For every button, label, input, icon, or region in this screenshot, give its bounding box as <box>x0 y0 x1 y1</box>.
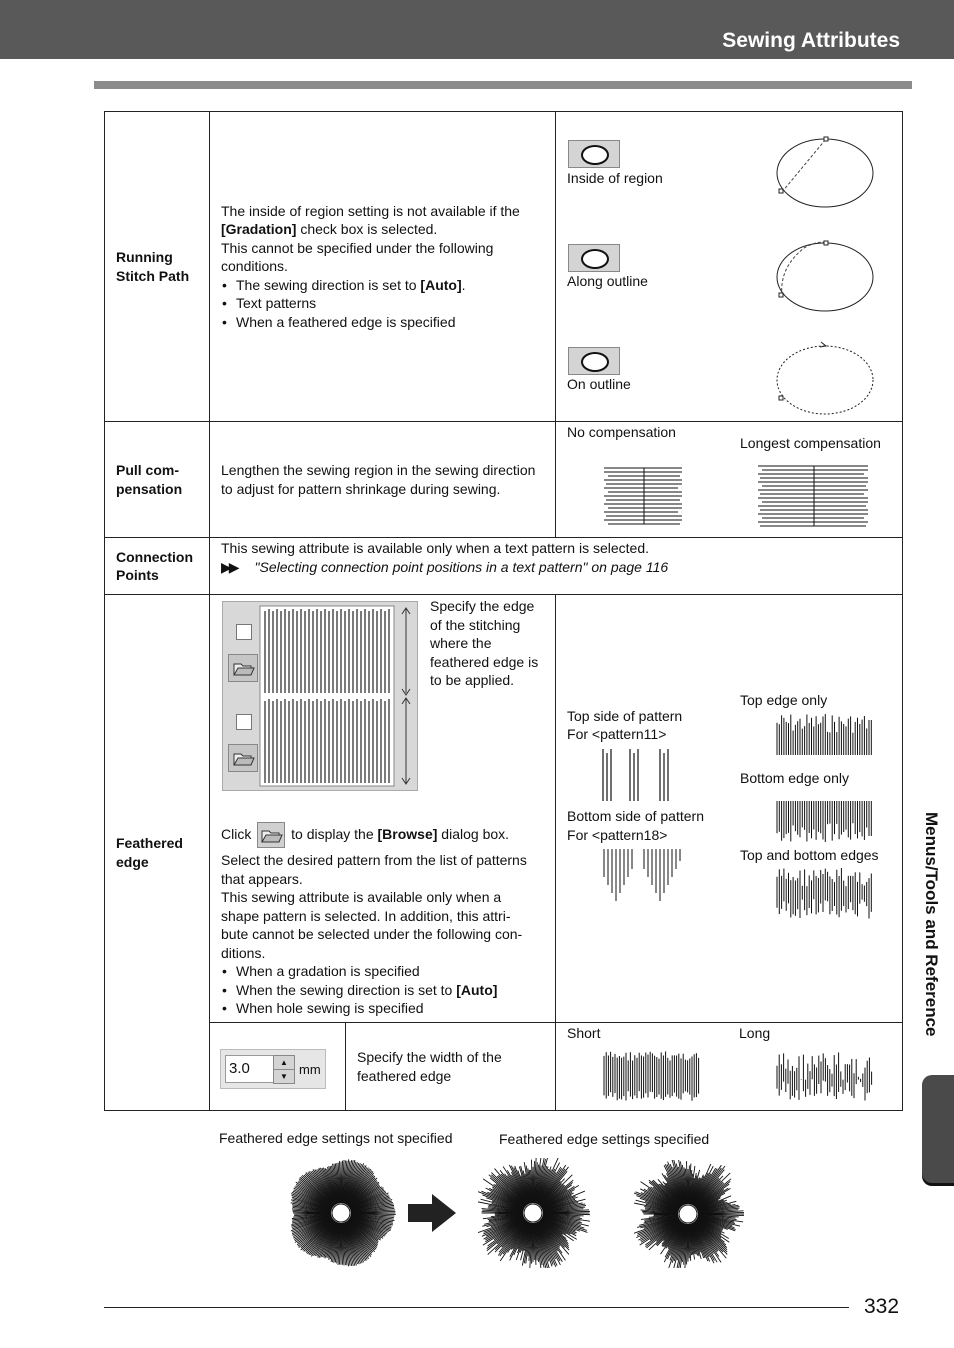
along-outline-icon <box>581 249 609 269</box>
feathered-p6: ditions. <box>221 944 266 961</box>
running-desc-l2 <box>221 220 549 239</box>
running-name-line2: Stitch Path <box>116 267 190 284</box>
browse-button[interactable] <box>257 822 285 848</box>
on-outline-button[interactable] <box>568 347 620 375</box>
top-edge-only-label: Top edge only <box>740 692 828 708</box>
click-post-b: dialog box. <box>437 826 510 842</box>
bottom-side-for-label: For <pattern18> <box>567 827 668 843</box>
along-outline-button[interactable] <box>568 244 620 272</box>
chevron-up-icon: ▲ <box>280 1058 288 1067</box>
star-feathered-figure <box>634 1160 744 1268</box>
top-side-label: Top side of pattern <box>567 708 683 724</box>
running-condition-3: • When a feathered edge is specified <box>221 313 549 332</box>
along-outline-diagram <box>774 238 878 316</box>
top-bottom-edges-label: Top and bottom edges <box>740 847 879 863</box>
browse-term: [Browse] <box>377 826 438 842</box>
feathered-p1: Select the desired pattern from the list of patterns <box>221 852 527 868</box>
page-number: 332 <box>864 1295 900 1318</box>
top-side-for-label: For <pattern11> <box>567 726 667 742</box>
feathered-name <box>105 595 210 1111</box>
feathered-samples <box>556 595 902 1022</box>
along-outline-label: Along outline <box>567 273 648 289</box>
connection-name-line2: Points <box>116 567 159 583</box>
inside-of-region-label: Inside of region <box>567 170 663 186</box>
pattern11-sample <box>600 749 674 803</box>
not-specified-caption: Feathered edge settings not specified <box>219 1130 453 1146</box>
width-description <box>346 1023 556 1111</box>
feathered-body-text <box>221 821 555 1018</box>
inside-region-diagram <box>774 134 878 212</box>
bottom-edge-only-label: Bottom edge only <box>740 770 849 786</box>
longest-compensation-stitches <box>756 464 872 530</box>
inside-of-region-button[interactable] <box>568 140 620 168</box>
running-options <box>556 112 902 421</box>
running-name-line1: Running <box>116 249 173 265</box>
running-options-cell <box>556 112 903 422</box>
on-outline-diagram <box>774 341 878 419</box>
row-feathered-width <box>105 1023 903 1111</box>
row-running-stitch-path <box>105 112 903 422</box>
width-up-button[interactable] <box>273 1055 295 1070</box>
long-width-sample <box>775 1051 873 1101</box>
feathered-name-line1: Feathered <box>116 835 183 851</box>
width-desc-l1: Specify the width of the <box>357 1049 502 1065</box>
connection-description <box>210 538 903 595</box>
connection-reference-link[interactable]: "Selecting connection point positions in a text pattern" on page 116 <box>254 558 669 575</box>
folder-open-icon <box>229 655 257 681</box>
arrow-right-icon <box>406 1192 460 1234</box>
top-edge-only-sample <box>775 713 873 765</box>
reference-arrow-icon: ▶▶ <box>221 558 237 575</box>
pull-description <box>210 422 556 538</box>
width-down-button[interactable] <box>273 1069 295 1084</box>
pull-samples <box>556 422 902 537</box>
width-input[interactable]: 3.0 <box>225 1055 274 1083</box>
connection-reference <box>221 558 896 577</box>
feathered-condition-1: • When a gradation is specified <box>221 962 555 981</box>
feathered-p2: that appears. <box>221 870 303 887</box>
feathered-condition-2 <box>221 981 555 1000</box>
running-desc-l4: conditions. <box>221 258 288 275</box>
pattern18-sample <box>602 847 688 905</box>
connection-name-line1: Connection <box>116 548 193 565</box>
side-tab-label: Menus/Tools and Reference <box>922 812 941 1037</box>
feathered-edge-preview <box>259 605 415 787</box>
top-edge-checkbox[interactable] <box>236 624 252 640</box>
feathered-description-cell <box>210 595 556 1023</box>
running-cond1-pre: The sewing direction is set to <box>236 276 421 293</box>
gradation-term: [Gradation] <box>221 221 297 238</box>
auto-term: [Auto] <box>420 276 462 293</box>
auto-term: [Auto] <box>456 981 498 998</box>
feathered-p5: bute cannot be selected under the following con- <box>221 926 523 942</box>
width-spinner-panel <box>220 1049 326 1089</box>
no-compensation-stitches <box>602 466 686 528</box>
feathered-conditions <box>221 962 555 1018</box>
running-desc-l1: The inside of region setting is not available if the <box>221 202 520 219</box>
running-description <box>210 112 556 422</box>
feathered-name-line2: edge <box>116 853 149 870</box>
flower-plain-figure <box>285 1158 397 1268</box>
pull-desc-l1: Lengthen the sewing region in the sewing direction <box>221 462 536 478</box>
top-bottom-edges-sample <box>775 867 873 919</box>
edge-spec-l1: Specify the edge <box>430 598 535 614</box>
pull-samples-cell <box>556 422 903 538</box>
edge-spec-l2: of the stitching <box>430 616 521 633</box>
short-width-sample <box>602 1051 700 1101</box>
on-outline-label: On outline <box>567 376 631 392</box>
feathered-p4: shape pattern is selected. In addition, this attri- <box>221 907 511 924</box>
chevron-down-icon: ▼ <box>280 1072 288 1081</box>
edge-spec-text <box>430 597 552 690</box>
no-compensation-label: No compensation <box>567 424 676 440</box>
click-browse-line <box>221 821 555 847</box>
running-name <box>105 112 210 422</box>
short-label: Short <box>567 1025 601 1041</box>
row-feathered-edge <box>105 595 903 1023</box>
folder-open-icon <box>229 745 257 771</box>
flower-feathered-figure <box>478 1158 590 1268</box>
feathered-description <box>210 595 555 1022</box>
feathered-condition-3: • When hole sewing is specified <box>221 999 555 1018</box>
pull-name-line1: Pull com- <box>116 462 180 478</box>
running-condition-2: • Text patterns <box>221 294 549 313</box>
specified-caption: Feathered edge settings specified <box>499 1131 710 1147</box>
bottom-edge-checkbox[interactable] <box>236 714 252 730</box>
side-tab <box>922 1075 954 1183</box>
width-samples-cell <box>556 1023 903 1111</box>
width-unit: mm <box>299 1062 321 1077</box>
feathered-p3: This sewing attribute is available only when a <box>221 889 502 905</box>
long-label: Long <box>739 1025 771 1041</box>
feathered-samples-cell <box>556 595 903 1023</box>
width-control-cell <box>210 1023 346 1111</box>
width-desc-l2: feathered edge <box>357 1067 452 1084</box>
bottom-browse-button[interactable] <box>228 744 258 772</box>
connection-name <box>105 538 210 595</box>
edge-spec-l4: feathered edge is <box>430 653 539 670</box>
top-browse-button[interactable] <box>228 654 258 682</box>
feathered-cond2-pre: When the sewing direction is set to <box>236 981 457 998</box>
longest-compensation-label: Longest compensation <box>740 435 881 451</box>
edge-spec-l3: where the <box>430 635 492 651</box>
running-conditions <box>221 276 549 332</box>
pull-name <box>105 422 210 538</box>
folder-open-icon <box>258 823 284 847</box>
bottom-side-label: Bottom side of pattern <box>567 808 704 824</box>
click-pre: Click <box>221 826 252 842</box>
connection-desc: This sewing attribute is available only when a text pattern is selected. <box>221 540 650 556</box>
attributes-table <box>104 111 903 1111</box>
page-title: Sewing Attributes <box>722 29 900 52</box>
inside-region-icon <box>581 145 609 165</box>
title-rule <box>94 81 912 89</box>
pull-name-line2: pensation <box>116 480 183 497</box>
edge-spec-l5: to be applied. <box>430 672 515 688</box>
width-control <box>210 1023 345 1110</box>
running-condition-1 <box>221 276 549 295</box>
row-pull-compensation <box>105 422 903 538</box>
footer-rule <box>104 1307 849 1308</box>
width-samples <box>556 1023 902 1110</box>
running-desc-l3: This cannot be specified under the following <box>221 239 494 256</box>
row-connection-points <box>105 538 903 595</box>
bottom-edge-only-sample <box>775 791 873 843</box>
on-outline-icon <box>581 352 609 372</box>
running-cond1-post: . <box>461 276 466 293</box>
pull-desc-l2: to adjust for pattern shrinkage during sewing. <box>221 480 501 497</box>
running-desc-l2-rest: check box is selected. <box>296 221 438 238</box>
feathered-edge-dialog-image <box>222 601 418 791</box>
click-post-a: to display the <box>287 826 378 842</box>
